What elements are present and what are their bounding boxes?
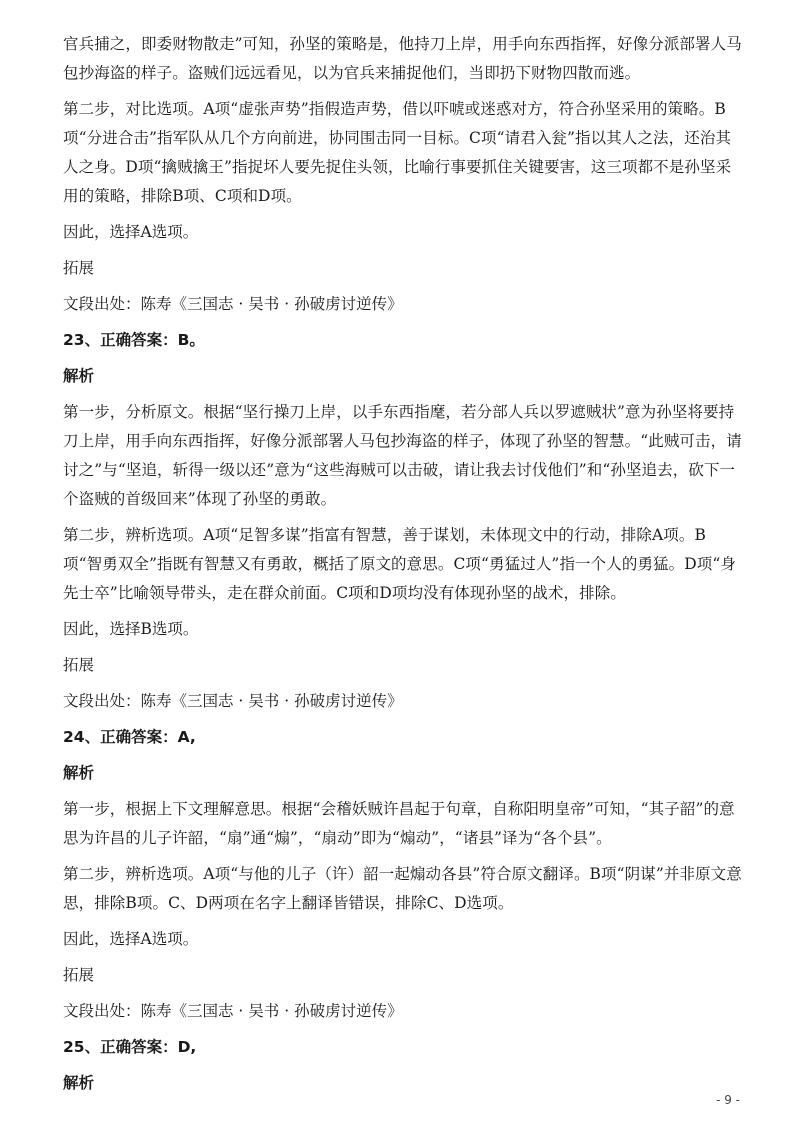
- paragraph-step-one-q24: 第一步，根据上下文理解意思。根据“会稽妖贼许昌起于句章，自称阳明皇帝”可知，“其子韶”的意思为许昌的儿子许韶，“扇”通“煽”，“扇动”即为“煽动”，“诸县”译为“各个县”。: [63, 800, 735, 847]
- analysis-label-23: 解析: [63, 367, 95, 385]
- analysis-label-25: 解析: [63, 1074, 95, 1092]
- answer-heading-23: 23、正确答案：B。: [63, 331, 205, 349]
- answer-heading-24: 24、正确答案：A,: [63, 728, 196, 746]
- conclusion-q22: 因此，选择A选项。: [63, 223, 199, 241]
- extension-label-q23: 拓展: [63, 656, 95, 674]
- extension-label-q24: 拓展: [63, 966, 95, 984]
- paragraph-step-two-q24: 第二步，辨析选项。A项“与他的儿子（许）韶一起煽动各县”符合原文翻译。B项“阴谋”并非原文意思，排除B项。C、D两项在名字上翻译皆错误，排除C、D选项。: [63, 865, 742, 912]
- answer-heading-25: 25、正确答案：D,: [63, 1038, 197, 1056]
- source-q23: 文段出处：陈寿《三国志 · 吴书 · 孙破虏讨逆传》: [63, 692, 403, 710]
- conclusion-q23: 因此，选择B选项。: [63, 620, 199, 638]
- paragraph-step-two-q22: 第二步，对比选项。A项“虚张声势”指假造声势，借以吓唬或迷惑对方，符合孙坚采用的策略。B项“分进合击”指军队从几个方向前进，协同围击同一目标。C项“请君入瓮”指以其人之法，还治其人之身。D项“擒贼擒王”指捉坏人要先捉住头领，比喻行事要抓住关键要害，这三项都不是孙坚采用的策略，排除B项、C项和D项。: [63, 100, 732, 205]
- paragraph-step-two-q23: 第二步，辨析选项。A项“足智多谋”指富有智慧，善于谋划，未体现文中的行动，排除A项。B项“智勇双全”指既有智慧又有勇敢，概括了原文的意思。C项“勇猛过人”指一个人的勇猛。D项“身先士卒”比喻领导带头，走在群众前面。C项和D项均没有体现孙坚的战术，排除。: [63, 526, 737, 602]
- source-q24: 文段出处：陈寿《三国志 · 吴书 · 孙破虏讨逆传》: [63, 1002, 403, 1020]
- page-number: - 9 -: [716, 1093, 740, 1107]
- document-page: [63, 30, 743, 1105]
- analysis-label-24: 解析: [63, 764, 95, 782]
- paragraph-step-one-q23: 第一步，分析原文。根据“坚行操刀上岸，以手东西指麾，若分部人兵以罗遮贼状”意为孙坚将要持刀上岸，用手向东西指挥，好像分派部署人马包抄海盗的样子，体现了孙坚的智慧。“此贼可击，请讨之”与“坚追，斩得一级以还”意为“这些海贼可以击破，请让我去讨伐他们”和“孙坚追去，砍下一个盗贼的首级回来”体现了孙坚的勇敢。: [63, 403, 742, 508]
- conclusion-q24: 因此，选择A选项。: [63, 930, 199, 948]
- source-q22: 文段出处：陈寿《三国志 · 吴书 · 孙破虏讨逆传》: [63, 295, 403, 313]
- extension-label-q22: 拓展: [63, 259, 95, 277]
- paragraph-continuation: 官兵捕之，即委财物散走”可知，孙坚的策略是，他持刀上岸，用手向东西指挥，好像分派部署人马包抄海盗的样子。盗贼们远远看见，以为官兵来捕捉他们，当即扔下财物四散而逃。: [63, 35, 742, 82]
